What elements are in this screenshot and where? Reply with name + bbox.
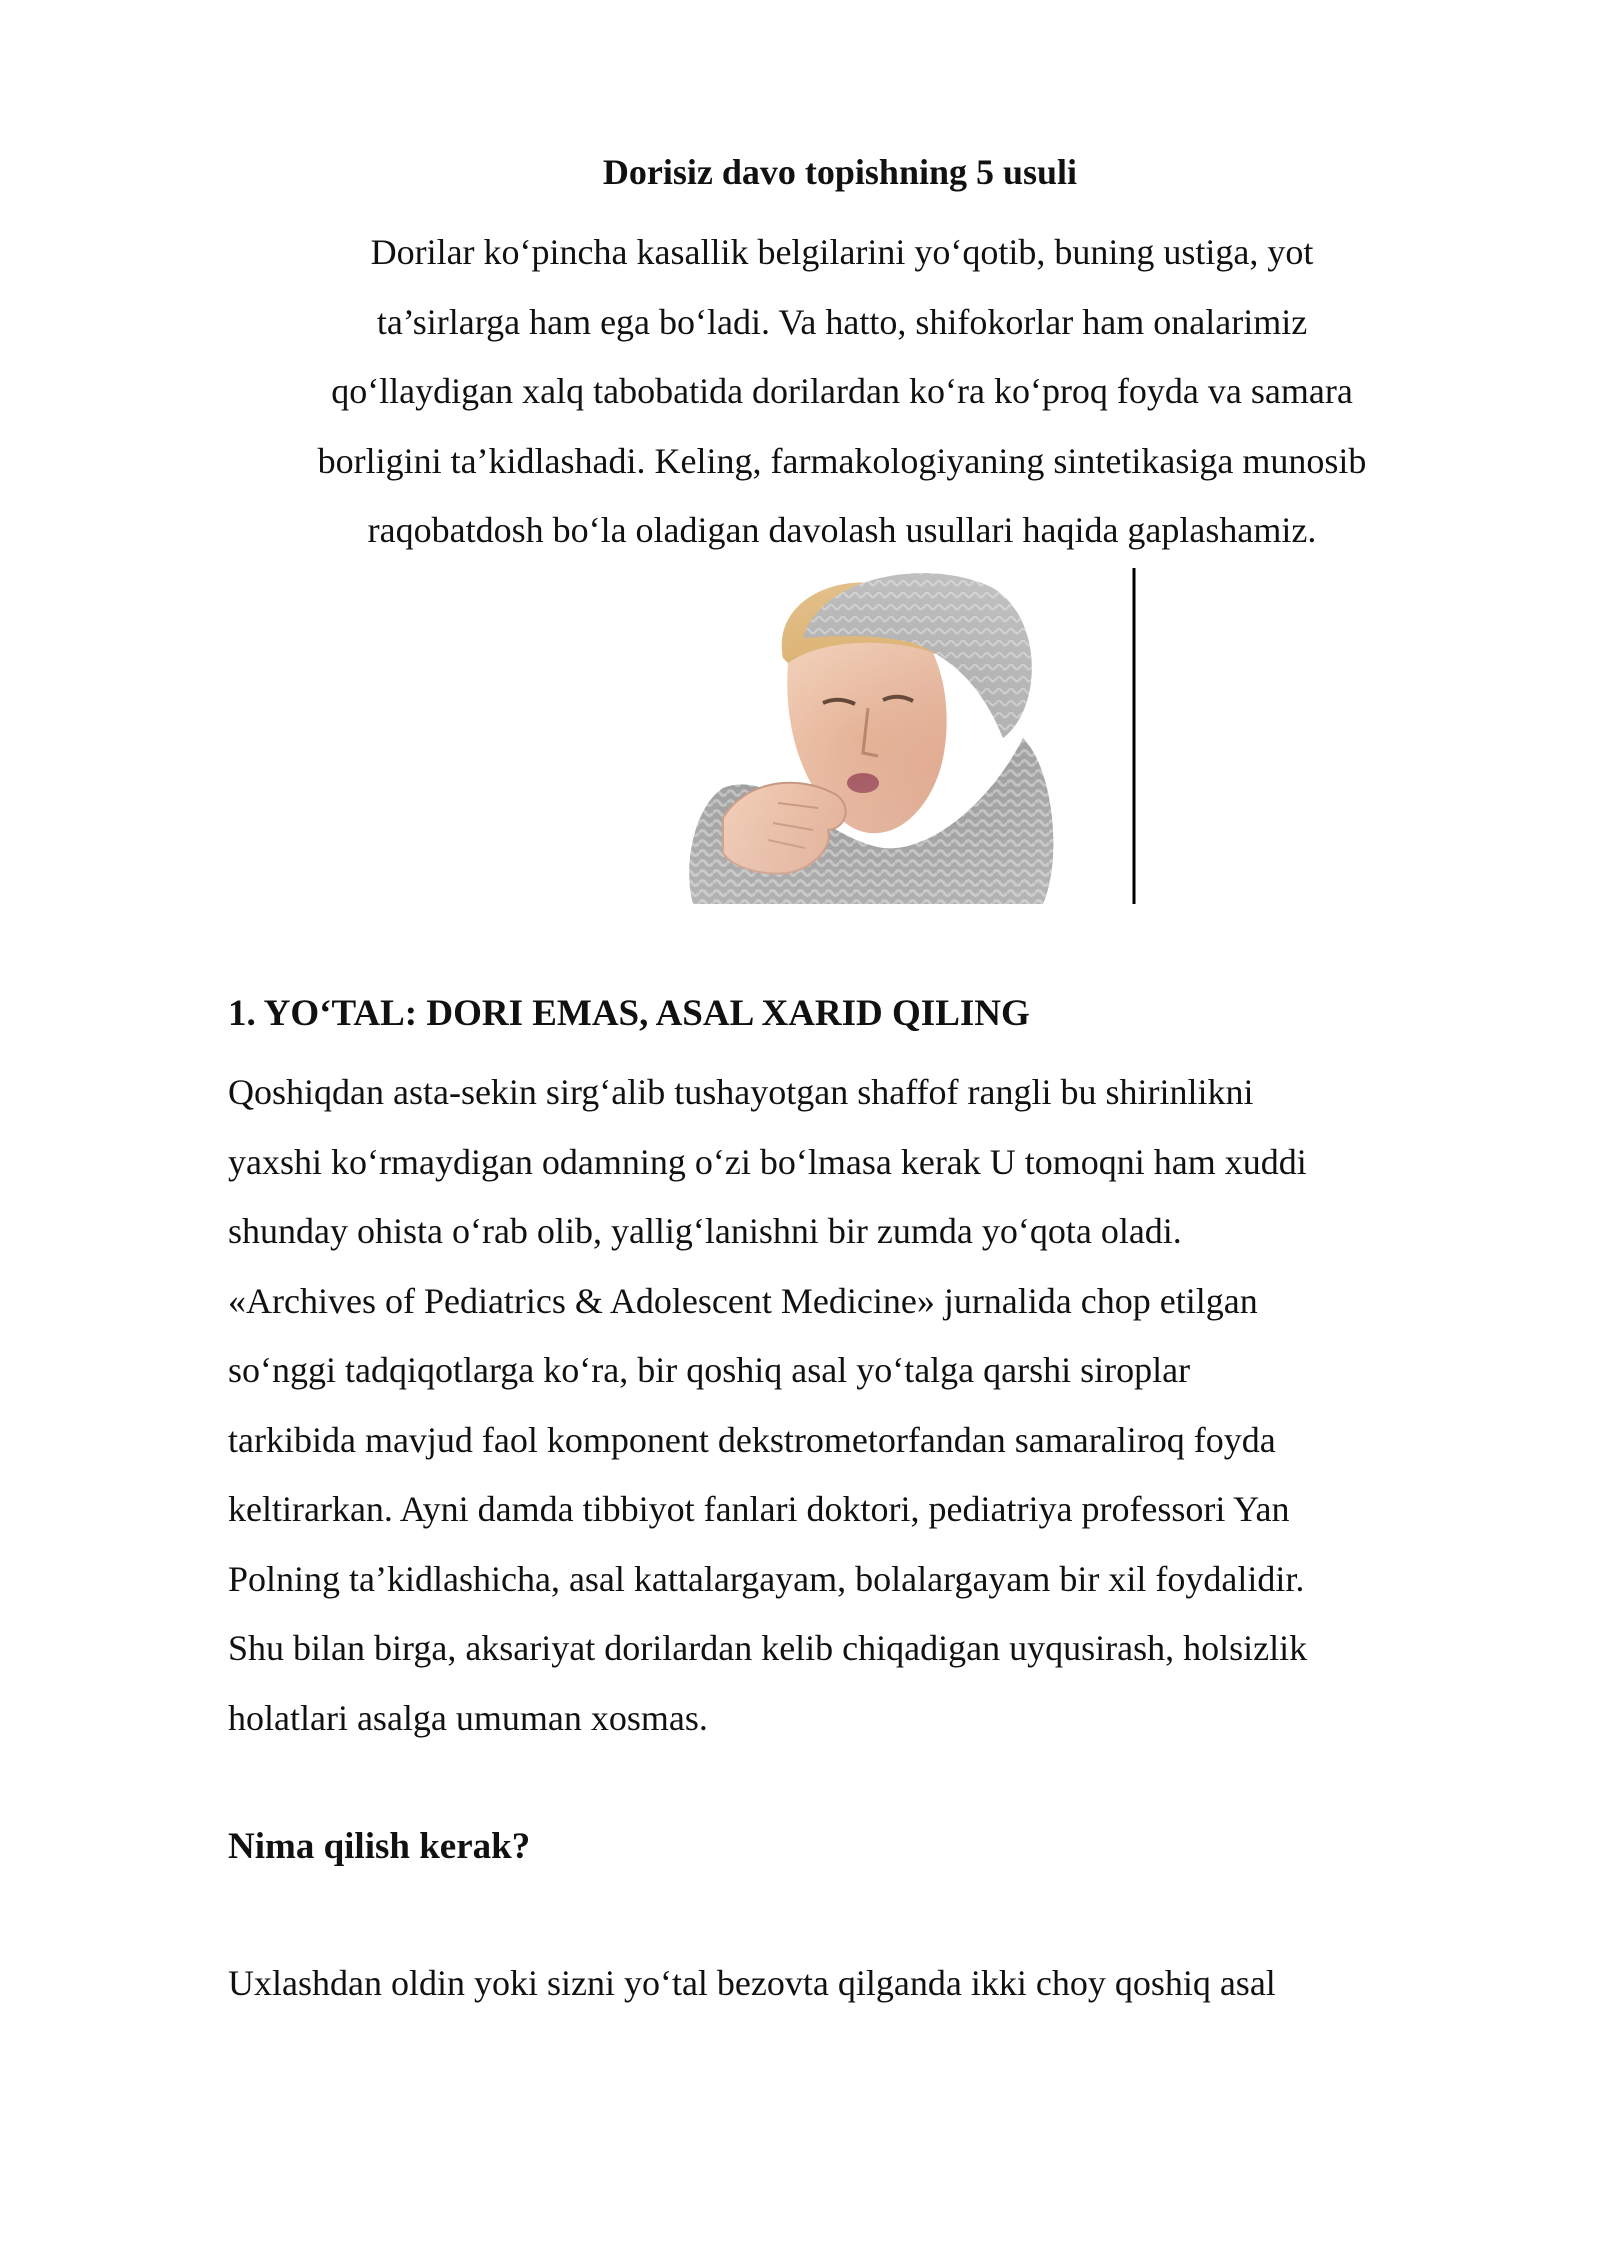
document-title: Dorisiz davo topishning 5 usuli: [602, 152, 1078, 192]
intro-line: qo‘llaydigan xalq tabobatida dorilardan ko‘ra ko‘proq foyda va samara: [331, 371, 1353, 411]
intro-line: raqobatdosh bo‘la oladigan davolash usullari haqida gaplashamiz.: [367, 510, 1317, 550]
body-line: tarkibida mavjud faol komponent dekstrometorfandan samaraliroq foyda: [228, 1419, 1276, 1460]
intro-line: ta’sirlarga ham ega bo‘ladi. Va hatto, shifokorlar ham onalarimiz: [376, 301, 1308, 342]
body-line: holatlari asalga umuman xosmas.: [228, 1697, 708, 1738]
body-line: Qoshiqdan asta-sekin sirg‘alib tushayotgan shaffof rangli bu shirinlikni: [228, 1072, 1254, 1112]
intro-line: Dorilar ko‘pincha kasallik belgilarini yo‘qotib, buning ustiga, yot: [370, 232, 1314, 272]
intro-paragraph: [222, 218, 1462, 566]
section-body: [228, 1058, 1438, 1753]
body-line: so‘nggi tadqiqotlarga ko‘ra, bir qoshiq asal yo‘talga qarshi siroplar: [228, 1350, 1191, 1390]
body-line: Uxlashdan oldin yoki sizni yo‘tal bezovta qilganda ikki choy qoshiq asal: [228, 1963, 1276, 2003]
body-line: «Archives of Pediatrics & Adolescent Medicine» jurnalida chop etilgan: [228, 1280, 1258, 1321]
subheading: Nima qilish kerak?: [228, 1826, 531, 1867]
intro-line: borligini ta’kidlashadi. Keling, farmakologiyaning sintetikasiga munosib: [317, 440, 1367, 481]
body-line: Polning ta’kidlashicha, asal kattalargayam, bolalargayam bir xil foydalidir.: [228, 1558, 1305, 1599]
section-heading: 1. YO‘TAL: DORI EMAS, ASAL XARID QILING: [228, 993, 1030, 1034]
body-line: Shu bilan birga, aksariyat dorilardan kelib chiqadigan uyqusirash, holsizlik: [228, 1628, 1308, 1668]
coughing-man-photo: [573, 568, 1143, 904]
body-line: yaxshi ko‘rmaydigan odamning o‘zi bo‘lmasa kerak U tomoqni ham xuddi: [228, 1141, 1307, 1182]
body-line: keltirarkan. Ayni damda tibbiyot fanlari doktori, pediatriya professori Yan: [228, 1489, 1290, 1529]
body-line: shunday ohista o‘rab olib, yallig‘lanishni bir zumda yo‘qota oladi.: [228, 1211, 1182, 1251]
